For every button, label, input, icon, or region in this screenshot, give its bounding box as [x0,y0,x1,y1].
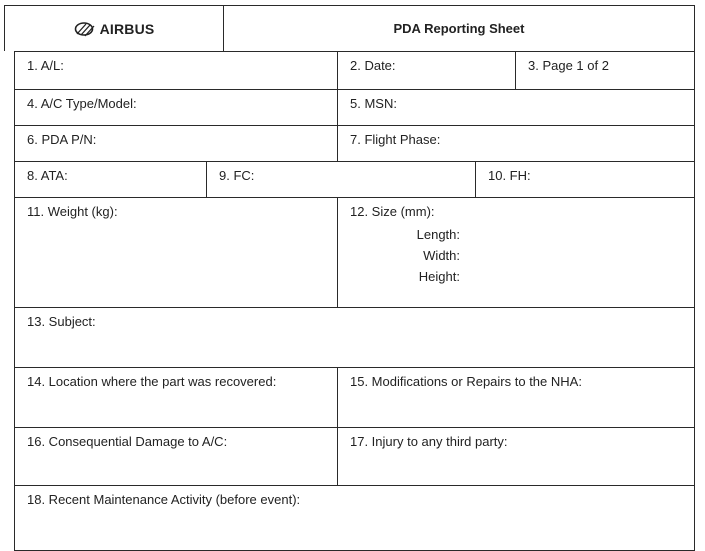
field-ata-label: 8. ATA: [27,168,68,183]
size-length-label: Length: [416,227,460,242]
field-al-label: 1. A/L: [27,58,64,73]
field-location[interactable] [14,367,337,427]
field-modifications[interactable] [337,367,695,427]
field-subject-label: 13. Subject: [27,314,96,329]
size-height-label: Height: [418,269,460,284]
airbus-emblem-icon [74,21,96,37]
logo-text: AIRBUS [99,20,155,37]
field-pda-pn[interactable] [14,125,337,161]
field-maintenance-label: 18. Recent Maintenance Activity (before event): [27,492,301,507]
field-fh[interactable] [475,161,695,197]
field-modifications-label: 15. Modifications or Repairs to the NHA: [350,374,582,389]
field-fc[interactable] [206,161,475,197]
logo-cell [4,5,223,51]
field-weight[interactable] [14,197,337,307]
field-flight-phase-label: 7. Flight Phase: [350,132,441,147]
size-dimensions [350,224,460,287]
field-ac-type-label: 4. A/C Type/Model: [27,96,137,111]
field-date[interactable] [337,51,515,89]
field-date-label: 2. Date: [350,58,396,73]
field-ac-type[interactable] [14,89,337,125]
field-damage-label: 16. Consequential Damage to A/C: [27,434,228,449]
field-page [515,51,695,89]
field-maintenance[interactable] [14,485,695,551]
sheet-title: PDA Reporting Sheet [393,20,525,36]
field-pda-pn-label: 6. PDA P/N: [27,132,97,147]
field-ata[interactable] [14,161,206,197]
sheet-title-cell [223,5,695,51]
field-msn[interactable] [337,89,695,125]
field-injury[interactable] [337,427,695,485]
field-injury-label: 17. Injury to any third party: [350,434,508,449]
field-damage[interactable] [14,427,337,485]
airbus-logo [74,21,155,37]
size-width-label: Width: [423,248,460,263]
field-fc-label: 9. FC: [219,168,255,183]
field-subject[interactable] [14,307,695,367]
field-flight-phase[interactable] [337,125,695,161]
field-location-label: 14. Location where the part was recovered: [27,374,277,389]
field-page-label: 3. Page 1 of 2 [528,58,609,73]
field-size-label: 12. Size (mm): [350,204,435,219]
field-size[interactable] [337,197,695,307]
field-weight-label: 11. Weight (kg): [27,204,118,219]
field-fh-label: 10. FH: [488,168,531,183]
field-msn-label: 5. MSN: [350,96,397,111]
field-al[interactable] [14,51,337,89]
